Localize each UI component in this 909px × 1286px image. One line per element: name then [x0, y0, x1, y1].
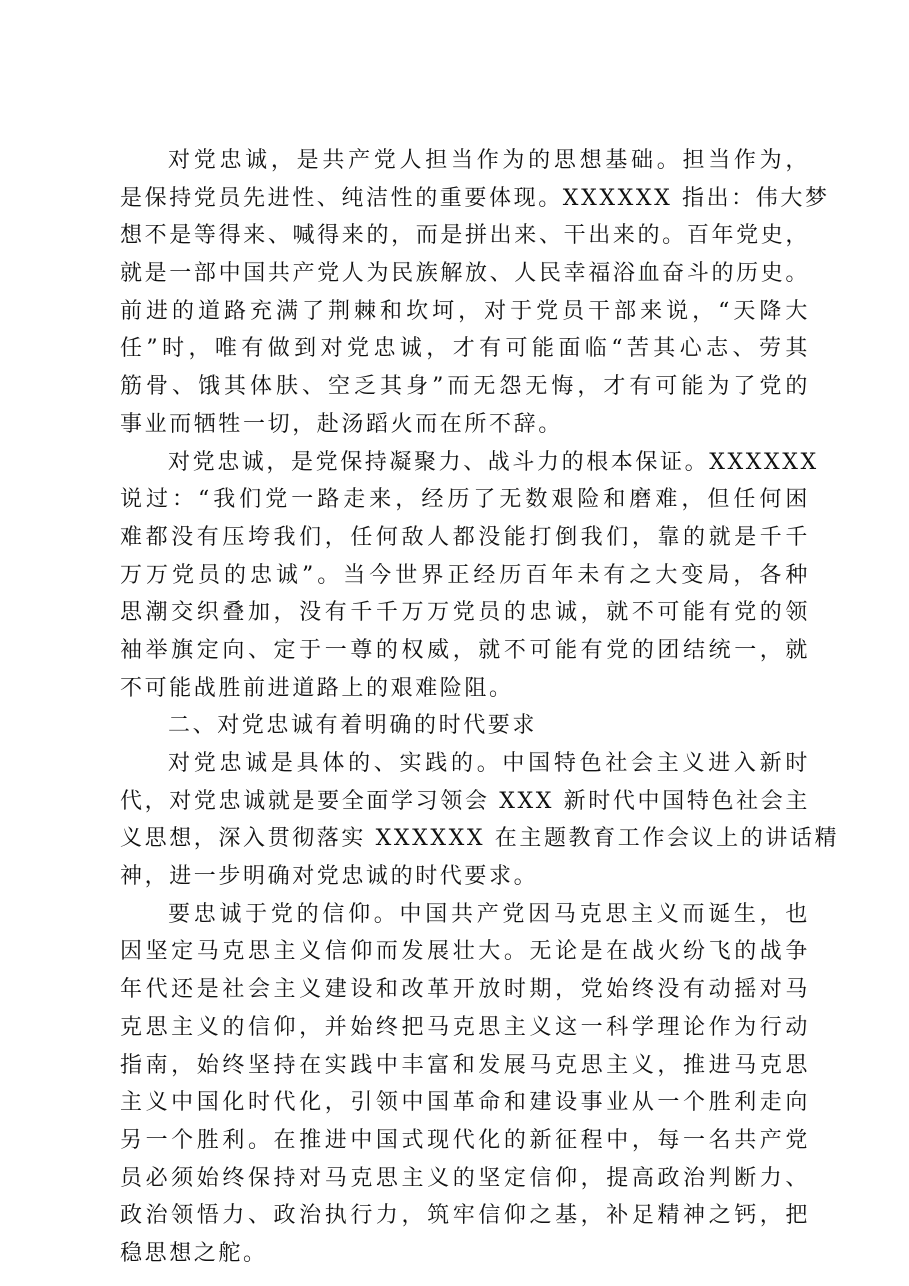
text-line: 前进的道路充满了荆棘和坎坷，对于党员干部来说，“天降大	[120, 298, 810, 324]
paragraph	[120, 142, 830, 444]
text-line: 是保持党员先进性、纯洁性的重要体现。XXXXXX 指出：伟大梦	[120, 185, 830, 211]
text-line: 袖举旗定向、定于一尊的权威，就不可能有党的团结统一，就	[120, 637, 810, 663]
text-line: 要忠诚于党的信仰。中国共产党因马克思主义而诞生，也	[168, 901, 810, 927]
text-line: 对党忠诚，是共产党人担当作为的思想基础。担当作为，	[168, 148, 810, 173]
paragraph	[120, 896, 810, 1273]
text-line: 指南，始终坚持在实践中丰富和发展马克思主义，推进马克思	[120, 1052, 810, 1078]
text-line: 想不是等得来、喊得来的，而是拼出来、干出来的。百年党史，	[120, 223, 810, 249]
text-line: 克思主义的信仰，并始终把马克思主义这一科学理论作为行动	[120, 1014, 810, 1040]
text-line: 任”时，唯有做到对党忠诚，才有可能面临“苦其心志、劳其	[120, 336, 810, 362]
document-body	[120, 142, 840, 1273]
text-line: 另一个胜利。在推进中国式现代化的新征程中，每一名共产党	[120, 1127, 810, 1153]
paragraph	[120, 745, 840, 896]
text-line: 就是一部中国共产党人为民族解放、人民幸福浴血奋斗的历史。	[120, 261, 810, 287]
text-line: 万万党员的忠诚”。当今世界正经历百年未有之大变局，各种	[120, 562, 810, 588]
text-line: 因坚定马克思主义信仰而发展壮大。无论是在战火纷飞的战争	[120, 939, 810, 965]
text-line: 不可能战胜前进道路上的艰难险阻。	[120, 675, 514, 701]
paragraph	[120, 444, 819, 708]
text-line: 筋骨、饿其体肤、空乏其身”而无怨无悔，才有可能为了党的	[120, 374, 810, 400]
text-line: 神，进一步明确对党忠诚的时代要求。	[120, 864, 539, 890]
text-line: 主义中国化时代化，引领中国革命和建设事业从一个胜利走向	[120, 1090, 810, 1116]
text-line: 员必须始终保持对马克思主义的坚定信仰，提高政治判断力、	[120, 1165, 810, 1191]
text-line: 对党忠诚是具体的、实践的。中国特色社会主义进入新时	[168, 751, 810, 776]
text-line: 事业而牺牲一切，赴汤蹈火而在所不辞。	[120, 411, 563, 437]
text-line: 年代还是社会主义建设和改革开放时期，党始终没有动摇对马	[120, 977, 810, 1003]
text-line: 说过：“我们党一路走来，经历了无数艰险和磨难，但任何困	[120, 487, 810, 513]
text-line: 稳思想之舵。	[120, 1240, 268, 1266]
section-heading	[120, 707, 810, 745]
text-line: 难都没有压垮我们，任何敌人都没能打倒我们，靠的就是千千	[120, 524, 810, 550]
text-line: 义思想，深入贯彻落实 XXXXXX 在主题教育工作会议上的讲话精	[120, 826, 840, 852]
text-line: 政治领悟力、政治执行力，筑牢信仰之基，补足精神之钙，把	[120, 1203, 810, 1229]
text-line: 对党忠诚，是党保持凝聚力、战斗力的根本保证。XXXXXX	[168, 449, 819, 475]
text-line: 思潮交织叠加，没有千千万万党员的忠诚，就不可能有党的领	[120, 600, 810, 626]
heading-text: 二、对党忠诚有着明确的时代要求	[168, 713, 538, 739]
text-line: 代，对党忠诚就是要全面学习领会 XXX 新时代中国特色社会主	[120, 788, 810, 814]
